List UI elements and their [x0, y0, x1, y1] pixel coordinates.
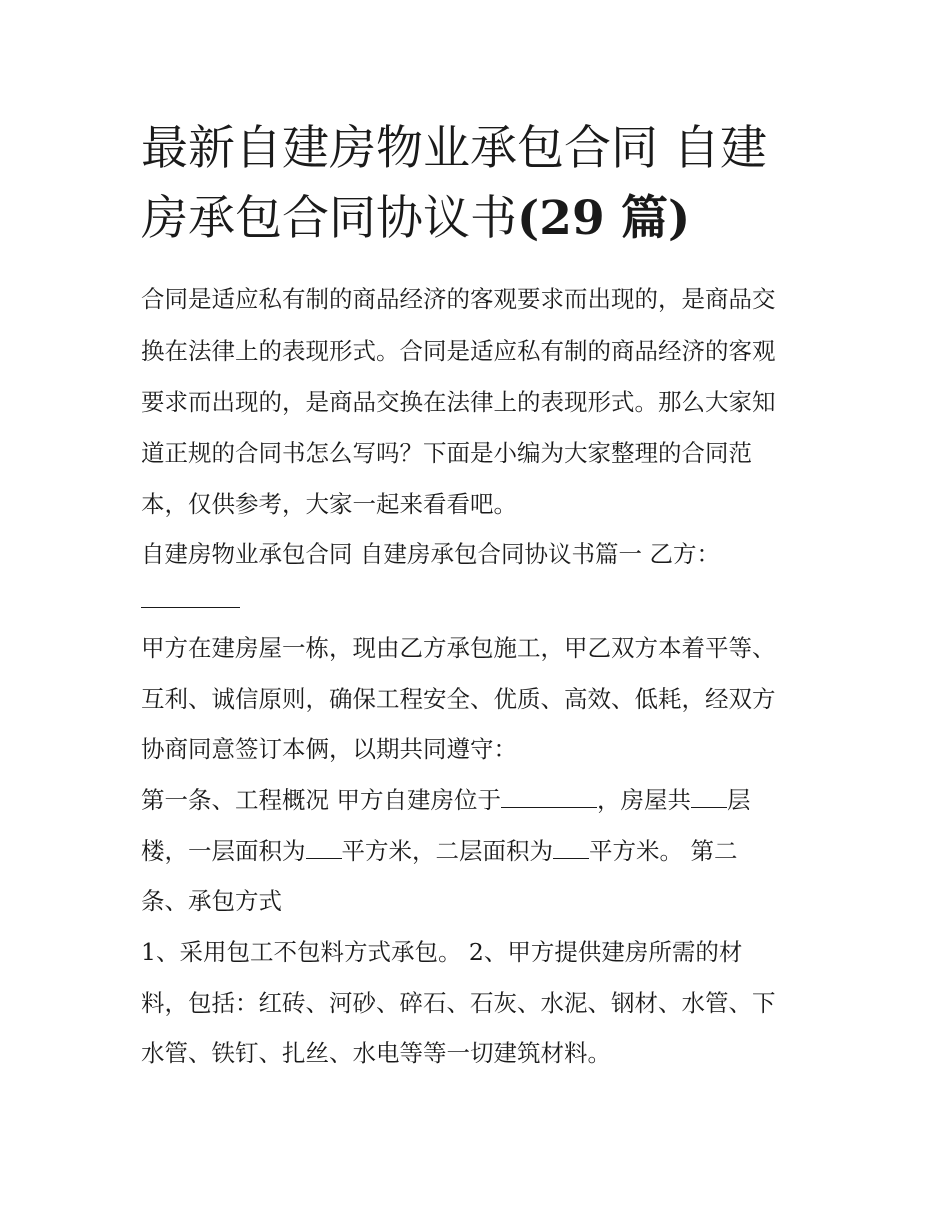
intro-line-2: 换在法律上的表现形式。合同是适应私有制的商品经济的客观	[141, 337, 776, 365]
floors-blank	[691, 785, 727, 808]
para1-line-3: 协商同意签订本俩，以期共同遵守：	[141, 735, 517, 763]
floor2-area-blank	[553, 836, 589, 859]
article1-line-2	[141, 836, 737, 866]
title-line-2: 房承包合同协议书	[141, 191, 517, 246]
article2-line-3: 水管、铁钉、扎丝、水电等等一切建筑材料。	[141, 1039, 611, 1067]
title-line-1: 最新自建房物业承包合同 自建	[141, 121, 767, 176]
article1-text-b: ，房屋共	[596, 786, 691, 814]
title-count: (29 篇)	[517, 191, 691, 246]
intro-line-3: 要求而出现的，是商品交换在法律上的表现形式。那么大家知	[141, 388, 776, 416]
article2-line-1: 1、采用包工不包料方式承包。 2、甲方提供建房所需的材	[141, 938, 743, 966]
article1-text-e: 平方米，二层面积为	[341, 837, 553, 865]
article1-line-1	[141, 785, 750, 815]
article2-line-2: 料，包括：红砖、河砂、碎石、石灰、水泥、钢材、水管、下	[141, 989, 776, 1017]
intro-line-1: 合同是适应私有制的商品经济的客观要求而出现的，是商品交	[141, 285, 776, 313]
article1-text-c: 层	[726, 786, 751, 814]
location-blank	[501, 785, 597, 808]
intro-line-5: 本，仅供参考，大家一起来看看吧。	[141, 490, 517, 518]
article1-text-a: 第一条、工程概况 甲方自建房位于	[141, 786, 501, 814]
floor1-area-blank	[306, 836, 342, 859]
article1-text-f: 平方米。 第二	[589, 837, 738, 865]
article1-line-3: 条、承包方式	[141, 887, 282, 915]
document-title	[141, 114, 821, 254]
article1-text-d: 楼，一层面积为	[141, 837, 306, 865]
party-b-blank-line	[141, 607, 240, 608]
intro-line-4: 道正规的合同书怎么写吗？下面是小编为大家整理的合同范	[141, 439, 752, 467]
section-heading: 自建房物业承包合同 自建房承包合同协议书篇一 乙方：	[141, 540, 720, 568]
para1-line-2: 互利、诚信原则，确保工程安全、优质、高效、低耗，经双方	[141, 685, 776, 713]
para1-line-1: 甲方在建房屋一栋，现由乙方承包施工，甲乙双方本着平等、	[141, 634, 776, 662]
